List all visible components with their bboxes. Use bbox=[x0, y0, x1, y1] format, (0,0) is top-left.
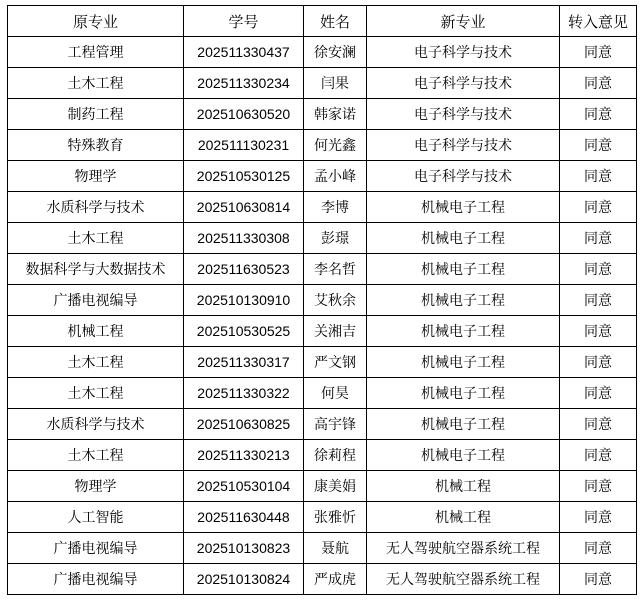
cell-transfer-opinion: 同意 bbox=[560, 223, 637, 254]
cell-new-major: 机械电子工程 bbox=[367, 409, 560, 440]
cell-new-major: 无人驾驶航空器系统工程 bbox=[367, 533, 560, 564]
cell-new-major: 电子科学与技术 bbox=[367, 130, 560, 161]
cell-original-major: 土木工程 bbox=[8, 378, 184, 409]
cell-transfer-opinion: 同意 bbox=[560, 440, 637, 471]
cell-original-major: 物理学 bbox=[8, 471, 184, 502]
cell-original-major: 广播电视编导 bbox=[8, 285, 184, 316]
cell-new-major: 电子科学与技术 bbox=[367, 161, 560, 192]
cell-new-major: 电子科学与技术 bbox=[367, 99, 560, 130]
header-new-major: 新专业 bbox=[367, 6, 560, 37]
cell-name: 张雅忻 bbox=[304, 502, 367, 533]
cell-transfer-opinion: 同意 bbox=[560, 533, 637, 564]
cell-name: 何光鑫 bbox=[304, 130, 367, 161]
cell-name: 李博 bbox=[304, 192, 367, 223]
cell-transfer-opinion: 同意 bbox=[560, 409, 637, 440]
cell-student-id: 202511630523 bbox=[184, 254, 304, 285]
cell-new-major: 电子科学与技术 bbox=[367, 68, 560, 99]
cell-name: 徐莉程 bbox=[304, 440, 367, 471]
cell-name: 聂航 bbox=[304, 533, 367, 564]
table-row bbox=[8, 440, 637, 471]
header-name: 姓名 bbox=[304, 6, 367, 37]
cell-new-major: 机械电子工程 bbox=[367, 192, 560, 223]
cell-student-id: 202511330234 bbox=[184, 68, 304, 99]
cell-original-major: 物理学 bbox=[8, 161, 184, 192]
table-row bbox=[8, 533, 637, 564]
cell-transfer-opinion: 同意 bbox=[560, 192, 637, 223]
cell-name: 何昊 bbox=[304, 378, 367, 409]
table-body bbox=[8, 37, 637, 595]
header-transfer-opinion: 转入意见 bbox=[560, 6, 637, 37]
cell-transfer-opinion: 同意 bbox=[560, 68, 637, 99]
table-row bbox=[8, 161, 637, 192]
cell-name: 高宇锋 bbox=[304, 409, 367, 440]
cell-original-major: 广播电视编导 bbox=[8, 533, 184, 564]
cell-new-major: 机械电子工程 bbox=[367, 285, 560, 316]
cell-student-id: 202511330213 bbox=[184, 440, 304, 471]
cell-name: 闫果 bbox=[304, 68, 367, 99]
cell-student-id: 202510630814 bbox=[184, 192, 304, 223]
cell-student-id: 202510530125 bbox=[184, 161, 304, 192]
cell-original-major: 数据科学与大数据技术 bbox=[8, 254, 184, 285]
header-original-major: 原专业 bbox=[8, 6, 184, 37]
cell-student-id: 202510530525 bbox=[184, 316, 304, 347]
cell-original-major: 人工智能 bbox=[8, 502, 184, 533]
cell-student-id: 202510630520 bbox=[184, 99, 304, 130]
cell-name: 彭璟 bbox=[304, 223, 367, 254]
cell-name: 严文钢 bbox=[304, 347, 367, 378]
cell-new-major: 机械电子工程 bbox=[367, 347, 560, 378]
cell-transfer-opinion: 同意 bbox=[560, 285, 637, 316]
cell-original-major: 土木工程 bbox=[8, 68, 184, 99]
table-header bbox=[8, 6, 637, 37]
cell-new-major: 机械工程 bbox=[367, 502, 560, 533]
cell-original-major: 土木工程 bbox=[8, 347, 184, 378]
table-row bbox=[8, 316, 637, 347]
cell-transfer-opinion: 同意 bbox=[560, 130, 637, 161]
transfer-table bbox=[7, 5, 637, 595]
cell-student-id: 202511630448 bbox=[184, 502, 304, 533]
cell-original-major: 特殊教育 bbox=[8, 130, 184, 161]
cell-original-major: 水质科学与技术 bbox=[8, 192, 184, 223]
header-row bbox=[8, 6, 637, 37]
cell-student-id: 202511130231 bbox=[184, 130, 304, 161]
cell-student-id: 202511330308 bbox=[184, 223, 304, 254]
cell-new-major: 机械电子工程 bbox=[367, 223, 560, 254]
cell-transfer-opinion: 同意 bbox=[560, 254, 637, 285]
cell-new-major: 机械电子工程 bbox=[367, 440, 560, 471]
header-student-id: 学号 bbox=[184, 6, 304, 37]
cell-new-major: 机械电子工程 bbox=[367, 316, 560, 347]
table-row bbox=[8, 223, 637, 254]
cell-new-major: 机械电子工程 bbox=[367, 254, 560, 285]
cell-transfer-opinion: 同意 bbox=[560, 316, 637, 347]
table-row bbox=[8, 564, 637, 595]
cell-original-major: 工程管理 bbox=[8, 37, 184, 68]
cell-name: 李名哲 bbox=[304, 254, 367, 285]
cell-name: 孟小峰 bbox=[304, 161, 367, 192]
table-row bbox=[8, 409, 637, 440]
cell-transfer-opinion: 同意 bbox=[560, 37, 637, 68]
cell-name: 艾秋余 bbox=[304, 285, 367, 316]
cell-student-id: 202511330322 bbox=[184, 378, 304, 409]
cell-name: 关湘吉 bbox=[304, 316, 367, 347]
cell-original-major: 机械工程 bbox=[8, 316, 184, 347]
cell-new-major: 机械电子工程 bbox=[367, 378, 560, 409]
cell-student-id: 202510130910 bbox=[184, 285, 304, 316]
cell-student-id: 202510530104 bbox=[184, 471, 304, 502]
cell-original-major: 水质科学与技术 bbox=[8, 409, 184, 440]
cell-name: 徐安澜 bbox=[304, 37, 367, 68]
table-row bbox=[8, 285, 637, 316]
table-row bbox=[8, 347, 637, 378]
cell-transfer-opinion: 同意 bbox=[560, 378, 637, 409]
cell-transfer-opinion: 同意 bbox=[560, 347, 637, 378]
table-row bbox=[8, 254, 637, 285]
cell-student-id: 202511330437 bbox=[184, 37, 304, 68]
cell-transfer-opinion: 同意 bbox=[560, 564, 637, 595]
cell-original-major: 制药工程 bbox=[8, 99, 184, 130]
cell-name: 韩家诺 bbox=[304, 99, 367, 130]
cell-original-major: 广播电视编导 bbox=[8, 564, 184, 595]
cell-transfer-opinion: 同意 bbox=[560, 99, 637, 130]
cell-student-id: 202510130823 bbox=[184, 533, 304, 564]
cell-new-major: 机械工程 bbox=[367, 471, 560, 502]
table-row bbox=[8, 130, 637, 161]
table-row bbox=[8, 471, 637, 502]
cell-transfer-opinion: 同意 bbox=[560, 161, 637, 192]
cell-transfer-opinion: 同意 bbox=[560, 471, 637, 502]
cell-student-id: 202510130824 bbox=[184, 564, 304, 595]
table-row bbox=[8, 502, 637, 533]
cell-new-major: 无人驾驶航空器系统工程 bbox=[367, 564, 560, 595]
cell-original-major: 土木工程 bbox=[8, 223, 184, 254]
cell-transfer-opinion: 同意 bbox=[560, 502, 637, 533]
cell-original-major: 土木工程 bbox=[8, 440, 184, 471]
table-row bbox=[8, 192, 637, 223]
table-row bbox=[8, 68, 637, 99]
cell-student-id: 202511330317 bbox=[184, 347, 304, 378]
table-row bbox=[8, 99, 637, 130]
cell-student-id: 202510630825 bbox=[184, 409, 304, 440]
table-row bbox=[8, 378, 637, 409]
cell-name: 康美娟 bbox=[304, 471, 367, 502]
cell-new-major: 电子科学与技术 bbox=[367, 37, 560, 68]
table-row bbox=[8, 37, 637, 68]
cell-name: 严成虎 bbox=[304, 564, 367, 595]
